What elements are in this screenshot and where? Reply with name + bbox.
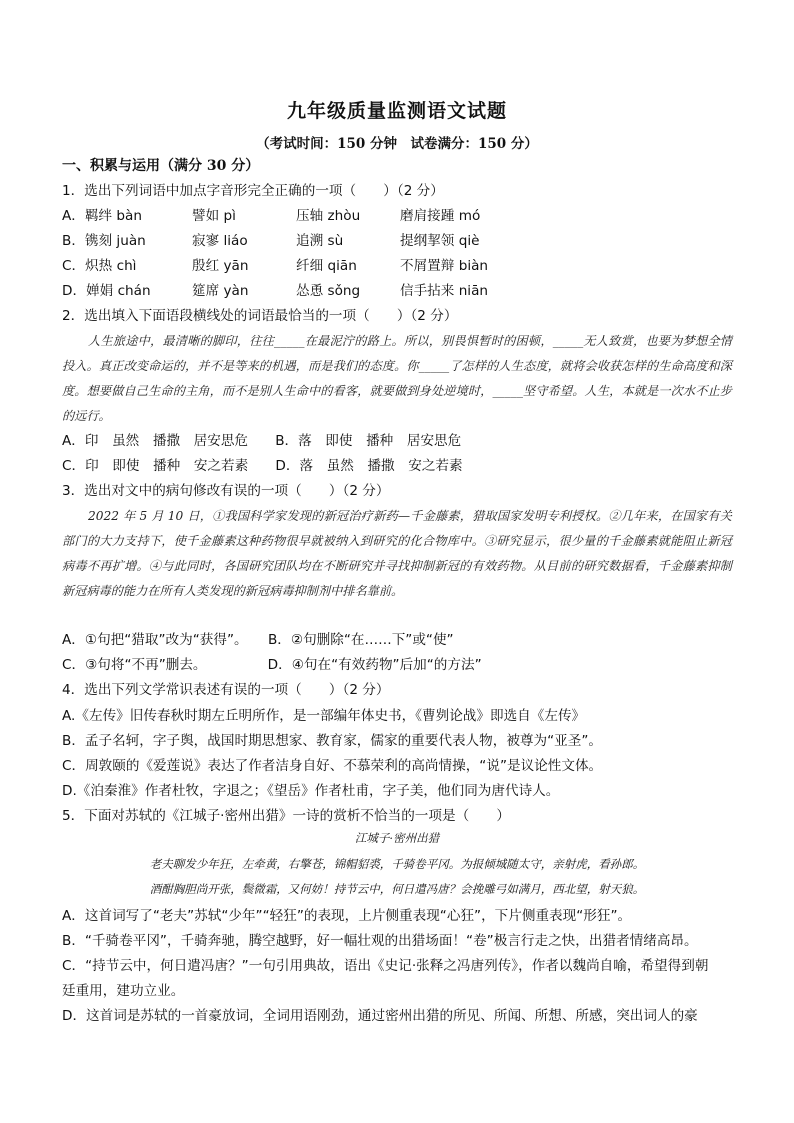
option-word: C．炽热 chì (62, 258, 137, 274)
option-word: 譬如 pì (192, 208, 236, 224)
option-word: 提纲挈领 qiè (400, 233, 480, 249)
question-3-options-cd: C．③句将“不再”删去。 D．④句在“有效药物”后加“的方法” (62, 657, 482, 673)
question-5-option-c-continued: 廷重用，建功立业。 (62, 983, 185, 999)
option-word: 怂恿 sǒng (296, 283, 361, 299)
question-5-option-b: B．“千骑卷平冈”，千骑奔驰，腾空越野，好一幅壮观的出猎场面！“卷”极言行走之快，出猎者情绪高昂。 (62, 933, 698, 949)
question-2-options-cd: C．印 即使 播种 安之若素 D．落 虽然 播撒 安之若素 (62, 458, 463, 474)
option-word: 寂寥 liáo (192, 233, 248, 249)
question-2-passage (62, 329, 732, 429)
question-3-passage (62, 504, 732, 604)
poem-line-1: 老夫聊发少年狂，左牵黄，右擎苍，锦帽貂裘，千骑卷平冈。为报倾城随太守，亲射虎，看孙郎。 (149, 857, 645, 871)
question-3-stem: 3．选出对文中的病句修改有误的一项（ ）（2 分） (62, 483, 390, 499)
option-word: 纤细 qiān (296, 258, 357, 274)
question-4-option-b: B．孟子名轲，字子舆，战国时期思想家、教育家，儒家的重要代表人物，被尊为“亚圣”。 (62, 733, 602, 749)
option-word: D．婵娟 chán (62, 283, 151, 299)
section-heading: 一、积累与运用（满分 30 分） (62, 158, 260, 174)
question-1-option-c (62, 256, 504, 276)
question-4-option-c: C．周敦颐的《爱莲说》表达了作者洁身自好、不慕荣利的高尚情操，“说”是议论性文体。 (62, 758, 603, 774)
question-5-stem: 5．下面对苏轼的《江城子·密州出猎》一诗的赏析不恰当的一项是（ ） (62, 808, 510, 824)
option-word: 信手拈来 niān (400, 283, 489, 299)
option-word: 磨肩接踵 mó (400, 208, 481, 224)
option-word: A．羁绊 bàn (62, 208, 142, 224)
option-word: 殷红 yān (192, 258, 249, 274)
question-5-option-c: C．“持节云中，何日遣冯唐？”一句引用典故，语出《史记·张释之冯唐列传》，作者以魏尚自喻，希望得到朝 (62, 958, 709, 974)
passage-text: 人生旅途中，最清晰的脚印，往往_____在最泥泞的路上。所以，别畏惧暂时的困顿，_____无人致赏，也要为梦想全情投入。真正改变命运的，并不是等来的机遇，而是我们的态度。你_____了怎样的人生态度，就将会收获怎样的生命高度和深度。想要做自己生命的主角，而不是别人生命中的看客，就要做到身处逆境时，_____坚守希望。人生，本就是一次水不止步的远行。 (62, 334, 732, 423)
option-word: 追溯 sù (296, 233, 344, 249)
question-4-option-d: D.《泊秦淮》作者杜牧，字退之；《望岳》作者杜甫，字子美，他们同为唐代诗人。 (62, 783, 560, 799)
poem-title: 江城子·密州出猎 (354, 831, 440, 845)
poem-line-2: 酒酣胸胆尚开张，鬓微霜，又何妨！持节云中，何日遣冯唐？会挽雕弓如满月，西北望，射天狼。 (149, 882, 645, 896)
passage-text: 2022 年 5 月 10 日，①我国科学家发现的新冠治疗新药—千金藤素，猎取国家发明专利授权。②几年来，在国家有关部门的大力支持下，使千金藤素这种药物很早就被纳入到研究的化合物库中。③研究显示，很少量的千金藤素就能阻止新冠病毒不再扩增。④与此同时，各国研究团队均在不断研究并寻找抑制新冠的有效药物。从目前的研究数据看，千金藤素抑制新冠病毒的能力在所有人类发现的新冠病毒抑制剂中排名靠前。 (62, 509, 732, 598)
question-2-options-ab: A．印 虽然 播撒 居安思危 B．落 即使 播种 居安思危 (62, 433, 462, 449)
question-4-stem: 4．选出下列文学常识表述有误的一项（ ）（2 分） (62, 682, 390, 698)
option-word: 压轴 zhòu (296, 208, 361, 224)
question-5-option-a: A．这首词写了“老夫”苏轼“少年”“轻狂”的表现，上片侧重表现“心狂”，下片侧重表现“形狂”。 (62, 908, 632, 924)
page-title: 九年级质量监测语文试题 (286, 100, 507, 122)
question-1-option-a (62, 206, 504, 226)
question-2-stem: 2．选出填入下面语段横线处的词语最恰当的一项（ ）（2 分） (62, 308, 458, 324)
question-3-options-ab: A．①句把“猎取”改为“获得”。 B．②句删除“在……下”或“使” (62, 632, 454, 648)
question-1-option-d (62, 281, 504, 301)
option-word: B．镌刻 juàn (62, 233, 146, 249)
option-word: 不屑置辩 biàn (400, 258, 489, 274)
question-1-stem: 1．选出下列词语中加点字音形完全正确的一项（ ）（2 分） (62, 183, 444, 199)
exam-info: （考试时间：150 分钟 试卷满分：150 分） (256, 136, 538, 152)
question-5-option-d: D．这首词是苏轼的一首豪放词，全词用语刚劲，通过密州出猎的所见、所闻、所想、所感，突出词人的豪 (62, 1008, 698, 1024)
question-1-option-b (62, 231, 504, 251)
question-4-option-a: A.《左传》旧传春秋时期左丘明所作，是一部编年体史书，《曹刿论战》即选自《左传》 (62, 708, 586, 724)
option-word: 筵席 yàn (192, 283, 249, 299)
